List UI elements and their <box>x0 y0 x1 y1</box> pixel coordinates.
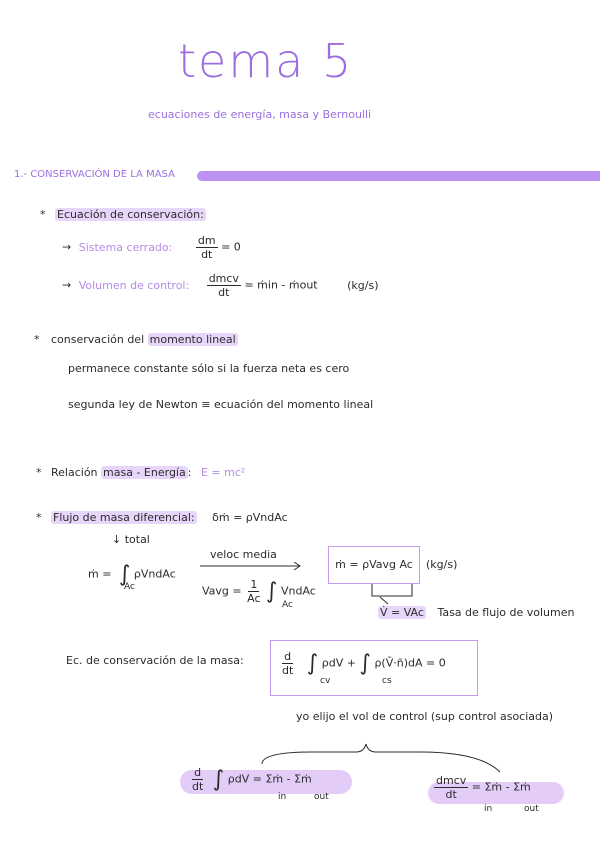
fraction-numerator: d <box>194 766 202 779</box>
fraction-numerator: d <box>284 650 292 663</box>
integral-subscript: Ac <box>282 600 293 610</box>
note-vol-control: yo elijo el vol de control (sup control asociada) <box>296 710 554 723</box>
brace-curve <box>0 0 1 1</box>
fraction-dmcv-dt <box>207 272 241 299</box>
formula-vdot: V̇ = VAc <box>380 606 424 619</box>
section-divider-bar <box>197 171 600 181</box>
fraction-denominator: dt <box>218 286 230 299</box>
line-volume-flow <box>378 606 574 619</box>
formula-delta-mdot: δṁ = ρVndAc <box>212 511 288 524</box>
final-equation-left <box>190 766 312 793</box>
formula-emc2: E = mc² <box>200 466 246 479</box>
fraction-denominator: dt <box>282 664 294 677</box>
term-left: ρdV = Σṁ - Σṁ <box>227 772 312 786</box>
integral-sign: ∫ <box>212 767 225 792</box>
term-right: = Σṁ - Σṁ <box>471 780 531 794</box>
label-ec-conservacion: Ec. de conservación de la masa: <box>66 654 244 667</box>
fraction-numerator: 1 <box>250 578 258 591</box>
highlight-momento-lineal: momento lineal <box>149 333 236 346</box>
bullet-flujo-masa <box>36 511 288 524</box>
boxed-mdot-formula: ṁ = ρVavg Ac <box>328 546 420 584</box>
integral-sign: ∫ <box>266 579 278 604</box>
mass-balance-rhs: = ṁin - ṁout <box>244 278 318 292</box>
bullet-masa-energia <box>36 466 245 479</box>
highlight-masa-energia: masa - Energía <box>103 466 186 479</box>
fraction-numerator: dmcv <box>436 774 467 787</box>
bullet-star: * <box>34 333 40 346</box>
fraction-d-dt <box>190 766 205 793</box>
integral-subscript-cv: cv <box>320 676 331 686</box>
equation-content <box>280 650 446 677</box>
subscript-in: in <box>278 792 287 802</box>
integral-subscript: Ac <box>124 582 135 592</box>
line-permanece: permanece constante sólo si la fuerza neta es cero <box>68 362 350 375</box>
vavg-lhs: Vavg = <box>202 584 242 598</box>
fraction-numerator: dmcv <box>208 272 239 285</box>
colon: : <box>187 466 192 479</box>
equals-zero: = 0 <box>221 240 241 254</box>
fraction-dm-dt <box>196 234 218 261</box>
term-rho-dv: ρdV + <box>321 656 356 670</box>
fraction-1-ac <box>245 578 262 605</box>
fraction-denominator: dt <box>445 788 457 801</box>
fraction-numerator: dm <box>197 234 216 247</box>
subscript-out: out <box>524 804 539 814</box>
units-kg-s: (kg/s) <box>426 558 458 571</box>
bullet-star: * <box>36 466 42 479</box>
desc-tasa-flujo-volumen: Tasa de flujo de volumen <box>437 606 575 619</box>
bullet-momento <box>34 333 238 346</box>
integral-sign: ∫ <box>359 651 371 676</box>
label-sistema-cerrado: Sistema cerrado: <box>78 240 173 254</box>
heading-flujo-masa-diferencial: Flujo de masa diferencial: <box>53 511 195 524</box>
text-conservacion-del: conservación del <box>51 333 145 346</box>
label-veloc-media: veloc media <box>210 548 277 561</box>
mdot-lhs: ṁ = <box>88 567 112 581</box>
page-subtitle: ecuaciones de energía, masa y Bernoulli <box>148 108 372 121</box>
heading-ecuacion-conservacion: Ecuación de conservación: <box>57 208 204 221</box>
bullet-star: * <box>36 511 42 524</box>
label-total: ↓ total <box>112 533 150 546</box>
vavg-integrand: VndAc <box>280 584 316 598</box>
integral-sign: ∫ <box>118 562 131 587</box>
arrow-icon: → <box>62 278 72 292</box>
line-sistema-cerrado <box>62 234 241 261</box>
integral-sign: ∫ <box>306 651 319 676</box>
bullet-star: * <box>40 208 46 221</box>
final-equation-right <box>434 774 531 801</box>
fraction-d-dt <box>280 650 295 677</box>
line-volumen-control <box>62 272 378 299</box>
term-rho-vn-da: ρ(V̄·n̄)dA = 0 <box>374 656 446 670</box>
fraction-denominator: dt <box>192 780 204 793</box>
text-relacion: Relación <box>51 466 98 479</box>
units-kg-s: (kg/s) <box>347 278 379 292</box>
section-heading: 1.- CONSERVACIÓN DE LA MASA <box>14 169 175 180</box>
integral-subscript-cs: cs <box>382 676 392 686</box>
mdot-integrand: ρVndAc <box>133 567 176 581</box>
page-title: tema 5 <box>178 34 354 88</box>
subscript-in: in <box>484 804 493 814</box>
fraction-dmcv-dt <box>434 774 468 801</box>
fraction-denominator: Ac <box>247 592 261 605</box>
fraction-denominator: dt <box>201 248 213 261</box>
line-newton: segunda ley de Newton ≡ ecuación del momento lineal <box>68 398 374 411</box>
formula-vavg <box>202 578 316 605</box>
label-volumen-control: Volumen de control: <box>78 278 190 292</box>
subscript-out: out <box>314 792 329 802</box>
arrow-icon: → <box>62 240 72 254</box>
bullet-ecuacion <box>40 208 206 221</box>
